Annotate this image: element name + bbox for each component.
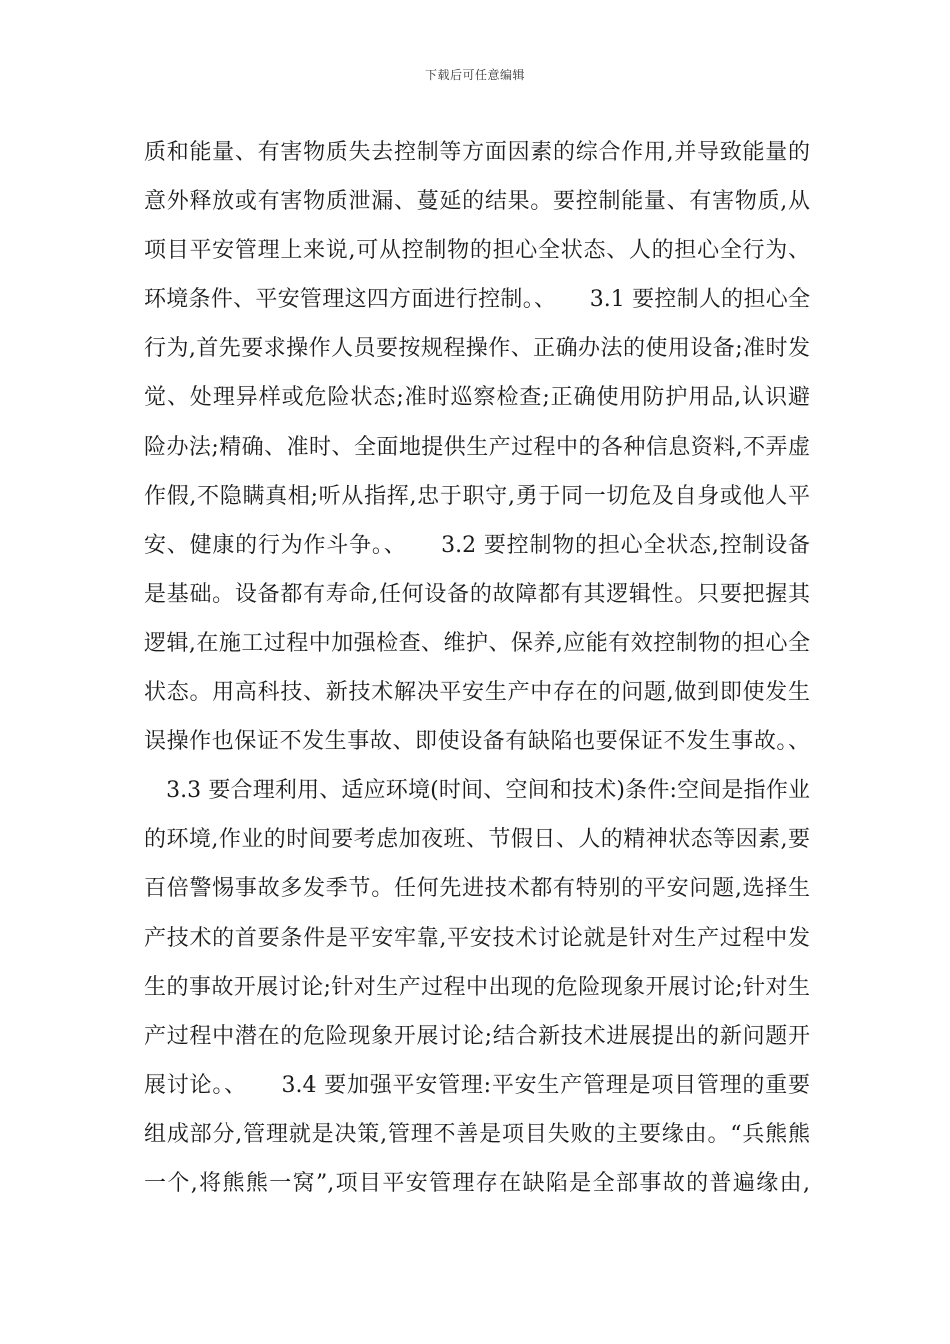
text-line: 展讨论。、 3.4 要加强平安管理:平安生产管理是项目管理的重要	[144, 1072, 810, 1098]
text-line: 项目平安管理上来说,可从控制物的担心全状态、人的担心全行为、	[144, 238, 810, 264]
text-line: 作假,不隐瞒真相;听从指挥,忠于职守,勇于同一切危及自身或他人平	[144, 483, 810, 509]
page-header: 下载后可任意编辑	[424, 68, 525, 82]
text-line: 是基础。设备都有寿命,任何设备的故障都有其逻辑性。只要把握其	[144, 581, 810, 607]
text-line: 行为,首先要求操作人员要按规程操作、正确办法的使用设备;准时发	[144, 336, 810, 362]
text-line: 的环境,作业的时间要考虑加夜班、节假日、人的精神状态等因素,要	[144, 827, 810, 853]
text-line: 质和能量、有害物质失去控制等方面因素的综合作用,并导致能量的	[144, 140, 810, 165]
text-line: 组成部分,管理就是决策,管理不善是项目失败的主要缘由。“兵熊熊	[144, 1121, 810, 1147]
document-body	[144, 128, 810, 1208]
text-line: 3.3 要合理利用、适应环境(时间、空间和技术)条件:空间是指作业	[144, 778, 810, 804]
text-line: 产技术的首要条件是平安牢靠,平安技术讨论就是针对生产过程中发	[144, 925, 810, 951]
text-line: 险办法;精确、准时、全面地提供生产过程中的各种信息资料,不弄虚	[144, 434, 810, 460]
text-line: 状态。用高科技、新技术解决平安生产中存在的问题,做到即使发生	[144, 680, 810, 706]
text-line: 意外释放或有害物质泄漏、蔓延的结果。要控制能量、有害物质,从	[144, 189, 810, 215]
text-line: 觉、处理异样或危险状态;准时巡察检查;正确使用防护用品,认识避	[144, 385, 810, 411]
text-line: 环境条件、平安管理这四方面进行控制。、 3.1 要控制人的担心全	[144, 287, 810, 313]
text-line: 一个,将熊熊一窝”,项目平安管理存在缺陷是全部事故的普遍缘由,	[144, 1170, 810, 1196]
text-line: 生的事故开展讨论;针对生产过程中出现的危险现象开展讨论;针对生	[144, 974, 810, 1000]
text-line: 产过程中潜在的危险现象开展讨论;结合新技术进展提出的新问题开	[144, 1023, 810, 1049]
text-line: 百倍警惕事故多发季节。任何先进技术都有特别的平安问题,选择生	[144, 876, 810, 902]
text-line: 安、健康的行为作斗争。、 3.2 要控制物的担心全状态,控制设备	[144, 532, 810, 558]
text-line: 误操作也保证不发生事故、即使设备有缺陷也要保证不发生事故。、	[144, 729, 810, 755]
text-line: 逻辑,在施工过程中加强检查、维护、保养,应能有效控制物的担心全	[144, 630, 810, 656]
